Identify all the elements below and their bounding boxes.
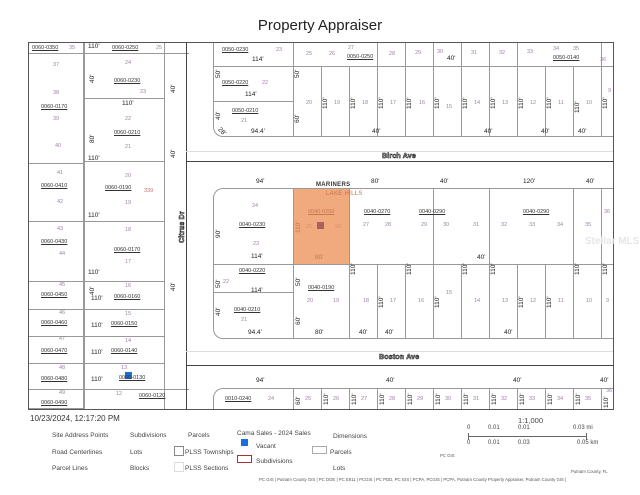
parcel-id[interactable]: 0040-0190 [308, 285, 335, 291]
parcel-id[interactable]: 0040-0210 [234, 307, 261, 313]
legend-lots-2: Lots [333, 465, 346, 472]
parcel-id[interactable]: 0040-0290 [419, 209, 446, 215]
legend-site-address-points: Site Address Points [52, 432, 109, 439]
subdivisions-swatch [237, 455, 252, 463]
parcel-id[interactable]: 0060-0470 [41, 348, 68, 354]
parcel-id[interactable]: 0060-0480 [41, 376, 68, 382]
parcel-id[interactable]: 0060-0230 [114, 78, 141, 84]
parcel-id[interactable]: 0060-0410 [41, 183, 68, 189]
street-label-birch: Birch Ave [382, 153, 416, 160]
footer-credits: PC GIS | Putnam County GIS | PC DOE | PC E911 | PCGIS | PC PDD, PC GIS | PCPA, PCGIS | PCPA, Putnam County Property Appraiser, Putnam County GIS | [259, 477, 567, 482]
parcel-id[interactable]: 0060-0170 [114, 247, 141, 253]
subdivision-label: MARINERS [316, 182, 351, 188]
subdivision-label-2: LAKE HILLS [326, 191, 363, 197]
footer-county: Putnam County, FL [571, 469, 608, 474]
legend-plss-townships: PLSS Townships [185, 449, 234, 456]
parcel-id[interactable]: 0060-0120 [139, 393, 166, 399]
watermark: Stellar MLS [585, 236, 640, 247]
legend-cama-sales-title: Cama Sales - 2024 Sales [237, 430, 311, 437]
legend-parcel-lines: Parcel Lines [52, 465, 88, 472]
legend-parcels: Parcels [188, 432, 210, 439]
parcel-id[interactable]: 0040-0290 [523, 209, 550, 215]
scale-source: PC GIS [440, 453, 455, 458]
parcel-id[interactable]: 0050-0230 [222, 47, 249, 53]
street-label-citrus: Citrus Dr [179, 211, 186, 243]
parcel-id[interactable]: 0050-0210 [232, 108, 259, 114]
parcel-id[interactable]: 0060-0150 [111, 321, 138, 327]
parcel-id[interactable]: 0060-0350 [32, 45, 59, 51]
parcels-swatch [312, 446, 327, 454]
legend-road-centerlines: Road Centerlines [52, 449, 103, 456]
legend-blocks: Blocks [130, 465, 150, 472]
parcel-id[interactable]: 0050-0250 [347, 54, 374, 60]
parcel-id[interactable]: 0060-0430 [41, 239, 68, 245]
legend-subdivisions: Subdivisions [130, 432, 167, 439]
parcel-id[interactable]: 0050-0140 [553, 55, 580, 61]
parcel-id[interactable]: 0040-0220 [239, 268, 266, 274]
legend-dimensions: Dimensions [333, 433, 367, 440]
timestamp: 10/23/2024, 12:17:20 PM [30, 414, 120, 423]
parcel-id[interactable]: 0040-0230 [239, 222, 266, 228]
parcel-id[interactable]: 0060-0170 [41, 104, 68, 110]
parcel-id-selected[interactable]: 0040-0250 [308, 209, 335, 215]
parcel-id[interactable]: 0060-0250 [112, 45, 139, 51]
plss-sections-swatch [174, 462, 184, 472]
plss-townships-swatch [174, 446, 184, 456]
scale-bar [468, 436, 586, 437]
parcel-id[interactable]: 0060-0130 [119, 375, 146, 381]
page-title: Property Appraiser [257, 17, 383, 34]
parcel-id[interactable]: 0010-0240 [225, 396, 252, 402]
sale-marker[interactable] [317, 222, 324, 229]
parcel-id[interactable]: 0060-0460 [41, 320, 68, 326]
parcel-id[interactable]: 0060-0160 [114, 294, 141, 300]
scale-ratio: 1:1,000 [518, 416, 544, 425]
parcel-id[interactable]: 0060-0490 [41, 400, 68, 406]
parcel-map[interactable]: 0060-0350 35 37 38 0060-0170 39 40 41 0060-0410 42 43 0060-0430 44 45 0060-0450 46 0060-0460 47 0060-0470 48 0060-0480 49 0060-0490 110' 0060-0250 25 24 40' 0060-0230 23 110' 22 80' 0060-0210 21 110' 20 0060-0190 339 19 110' 18 0060-0170 17 110' 40' 16 110' 0060-0160 15 110' 0060-0150 14 110' 0060-0140 13 110' 0060-0130 12 0060-0120 40' 40' 40' Citrus Dr Birch Ave Boston Ave 0050-0230 23 114' 25 26 27 0050-0250 28 29 30 40' 31 32 33 34 35 0050-0140 36 50' 0050-0220 22 114' 40' 0050-0210 21 28' 94.4' 50' 20 60' 110' 19 110' 18 110' 17 40' 110' 16 110' 15 110' 14 110' 13 40' 110' 12 110' 11 40' 110' 10 40' 110' 9 94' 80' 40' 120' 40' MARINERS LAKE HILLS 24 90' 0040-0230 23 114' 110' 0040-0250 25 26 80' 0040-0270 27 28 0040-0290 29 30 31 40' 0040-0290 32 33 34 35 36 50' 22 0040-0220 114' 40' 0040-0210 21 94.4' 50' 0040-0190 20 19 60' 80' 110' 18 40' 110' 17 40' 110' 16 110' 15 110' 14 110' 13 40' 110' 12 110' 11 110' 10 110' 9 94' 40' 40' 40' 0010-0240 24 60' 25 110' 26 110' 27 110' 28 110' 29 110' 30 110' 31 110' 32 110' 33 110' 34 110' 35 110' 36 [28, 42, 614, 410]
street-label-boston: Boston Ave [379, 354, 420, 361]
parcel-id[interactable]: 0040-0270 [364, 209, 391, 215]
parcel-id[interactable]: 0060-0190 [105, 185, 132, 191]
vacant-swatch [241, 439, 248, 446]
parcel-id[interactable]: 0060-0140 [111, 348, 138, 354]
legend-plss-sections: PLSS Sections [185, 465, 229, 472]
parcel-id[interactable]: 0060-0450 [41, 292, 68, 298]
legend-lots: Lots [130, 449, 143, 456]
legend-vacant: Vacant [256, 443, 276, 450]
parcel-id[interactable]: 0060-0210 [114, 130, 141, 136]
legend-subdivisions-cama: Subdivisions [256, 458, 293, 465]
legend-parcels-2: Parcels [330, 449, 352, 456]
parcel-id[interactable]: 0050-0220 [222, 80, 249, 86]
